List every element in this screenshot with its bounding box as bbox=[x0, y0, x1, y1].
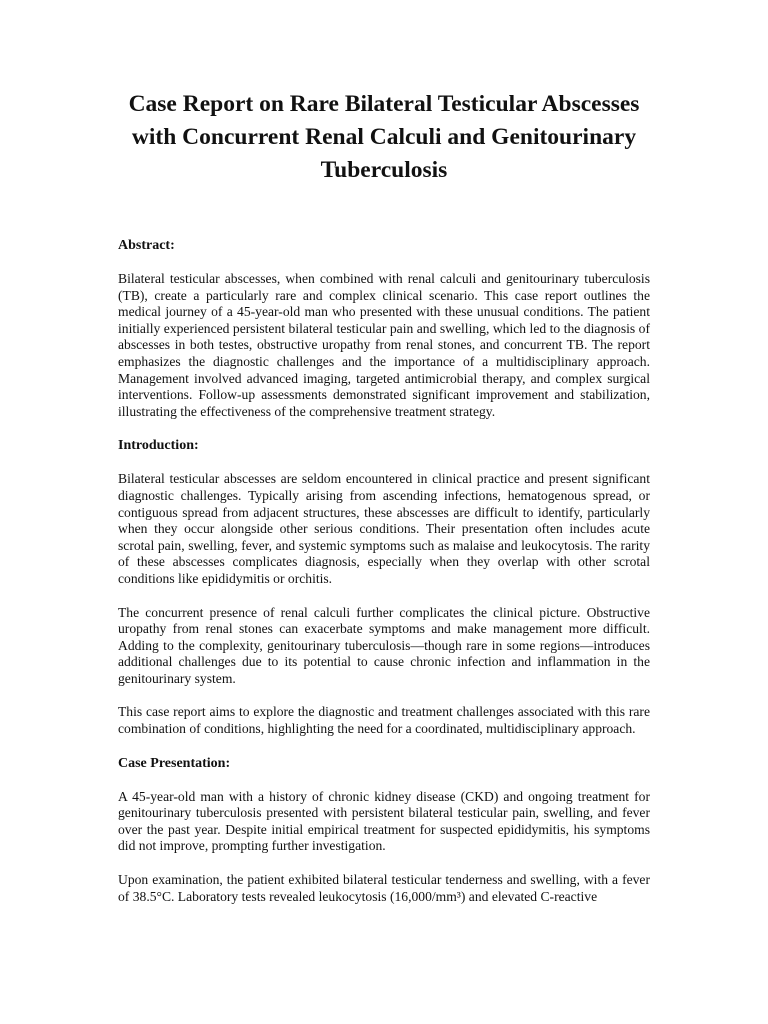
document-page bbox=[118, 88, 650, 905]
case-presentation-paragraph: Upon examination, the patient exhibited bilateral testicular tenderness and swelling, with a fever of 38.5°C. Laboratory tests revealed leukocytosis (16,000/mm³) and elevated C-reactive bbox=[118, 872, 650, 904]
abstract-paragraph: Bilateral testicular abscesses, when combined with renal calculi and genitourinary tuberculosis (TB), create a particularly rare and complex clinical scenario. This case report outlines the medical journey of a 45-year-old man who presented with these unusual conditions. The patient initially experienced persistent bilateral testicular pain and swelling, which led to the diagnosis of abscesses in both testes, obstructive uropathy from renal stones, and concurrent TB. The report emphasizes the diagnostic challenges and the importance of a multidisciplinary approach. Management involved advanced imaging, targeted antimicrobial therapy, and complex surgical interventions. Follow-up assessments demonstrated significant improvement and stabilization, illustrating the effectiveness of the comprehensive treatment strategy. bbox=[118, 271, 650, 419]
document-title: Case Report on Rare Bilateral Testicular Abscesses with Concurrent Renal Calculi and Genitourinary Tuberculosis bbox=[128, 91, 640, 183]
abstract-section bbox=[118, 237, 650, 420]
abstract-heading: Abstract: bbox=[118, 238, 175, 253]
introduction-paragraph: The concurrent presence of renal calculi further complicates the clinical picture. Obstructive uropathy from renal stones can exacerbate symptoms and make management more difficult. Adding to the complexity, genitourinary tuberculosis—though rare in some regions—introduces additional challenges due to its potential to cause chronic infection and inflammation in the genitourinary system. bbox=[118, 604, 650, 686]
introduction-paragraph: Bilateral testicular abscesses are seldom encountered in clinical practice and present significant diagnostic challenges. Typically arising from ascending infections, hematogenous spread, or contiguous spread from adjacent structures, these abscesses are difficult to identify, particularly when they occur alongside other serious conditions. Their presentation often includes acute scrotal pain, swelling, fever, and systemic symptoms such as malaise and leukocytosis. The rarity of these abscesses complicates diagnosis, especially when they overlap with other scrotal conditions like epididymitis or orchitis. bbox=[118, 471, 650, 586]
introduction-paragraph: This case report aims to explore the diagnostic and treatment challenges associated with this rare combination of conditions, highlighting the need for a coordinated, multidisciplinary approach. bbox=[118, 704, 650, 737]
introduction-heading: Introduction: bbox=[118, 438, 199, 454]
introduction-section bbox=[118, 437, 650, 737]
case-presentation-heading: Case Presentation: bbox=[118, 755, 231, 771]
case-presentation-section bbox=[118, 755, 650, 906]
spacer bbox=[118, 187, 650, 237]
case-presentation-paragraph: A 45-year-old man with a history of chronic kidney disease (CKD) and ongoing treatment for genitourinary tuberculosis presented with persistent bilateral testicular pain, swelling, and fever over the past year. Despite initial empirical treatment for suspected epididymitis, his symptoms did not improve, prompting further investigation. bbox=[118, 788, 650, 854]
